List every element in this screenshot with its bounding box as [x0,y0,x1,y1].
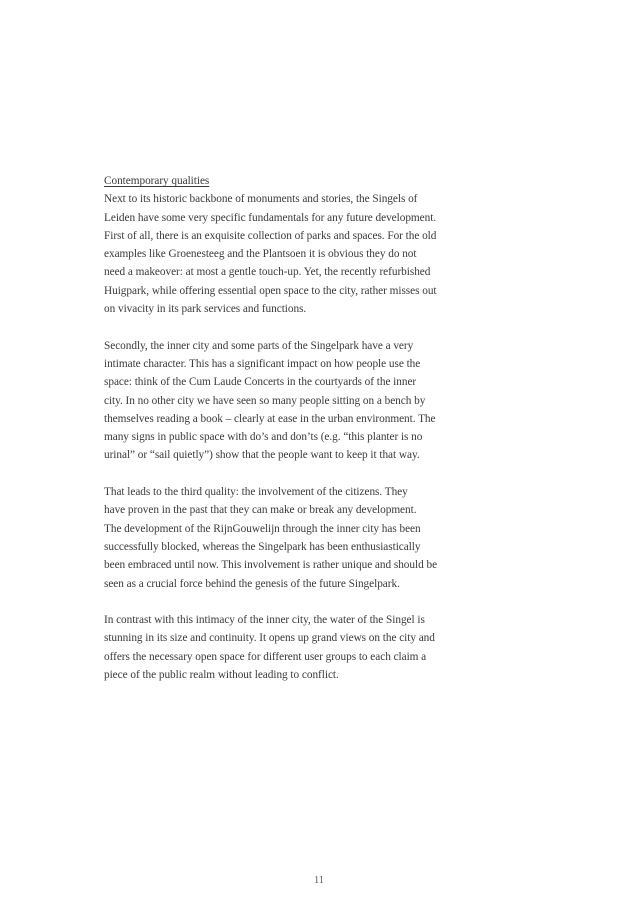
text-line: successfully blocked, whereas the Singelpark has been enthusiastically [104,540,421,553]
text-line: examples like Groenesteeg and the Plantsoen it is obvious they do not [104,248,417,261]
text-line: Next to its historic backbone of monuments and stories, the Singels of [104,193,418,206]
paragraph [104,190,499,318]
paragraph [104,611,499,684]
page-number: 11 [314,875,324,886]
paragraph-list [104,190,499,684]
text-line: offers the necessary open space for different user groups to each claim a [104,650,427,663]
text-line: have proven in the past that they can make or break any development. [104,504,417,517]
text-line: Secondly, the inner city and some parts of the Singelpark have a very [104,339,414,352]
text-line: intimate character. This has a significant impact on how people use the [104,357,421,370]
text-line: First of all, there is an exquisite collection of parks and spaces. For the old [104,229,437,242]
text-line: Huigpark, while offering essential open space to the city, rather misses out [104,284,437,297]
text-line: Leiden have some very specific fundamentals for any future development. [104,211,437,224]
text-line: piece of the public realm without leading to conflict. [104,669,339,682]
text-line: themselves reading a book – clearly at ease in the urban environment. The [104,412,436,425]
paragraph [104,483,499,593]
section-heading: Contemporary qualities [104,175,210,187]
text-line: space: think of the Cum Laude Concerts in the courtyards of the inner [104,376,417,389]
text-line: city. In no other city we have seen so many people sitting on a bench by [104,394,426,407]
text-line: many signs in public space with do’s and don’ts (e.g. “this planter is no [104,431,423,444]
text-line: need a makeover: at most a gentle touch-up. Yet, the recently refurbished [104,266,431,279]
body-text [104,172,499,703]
text-line: stunning in its size and continuity. It opens up grand views on the city and [104,632,435,645]
text-line: The development of the RijnGouwelijn through the inner city has been [104,522,421,535]
text-line: on vivacity in its park services and functions. [104,303,307,316]
text-line: urinal” or “sail quietly”) show that the people want to keep it that way. [104,449,420,462]
text-line: seen as a crucial force behind the genesis of the future Singelpark. [104,577,400,590]
text-line: That leads to the third quality: the involvement of the citizens. They [104,486,408,499]
paragraph [104,337,499,465]
text-line: been embraced until now. This involvement is rather unique and should be [104,559,438,572]
text-line: In contrast with this intimacy of the inner city, the water of the Singel is [104,614,425,627]
